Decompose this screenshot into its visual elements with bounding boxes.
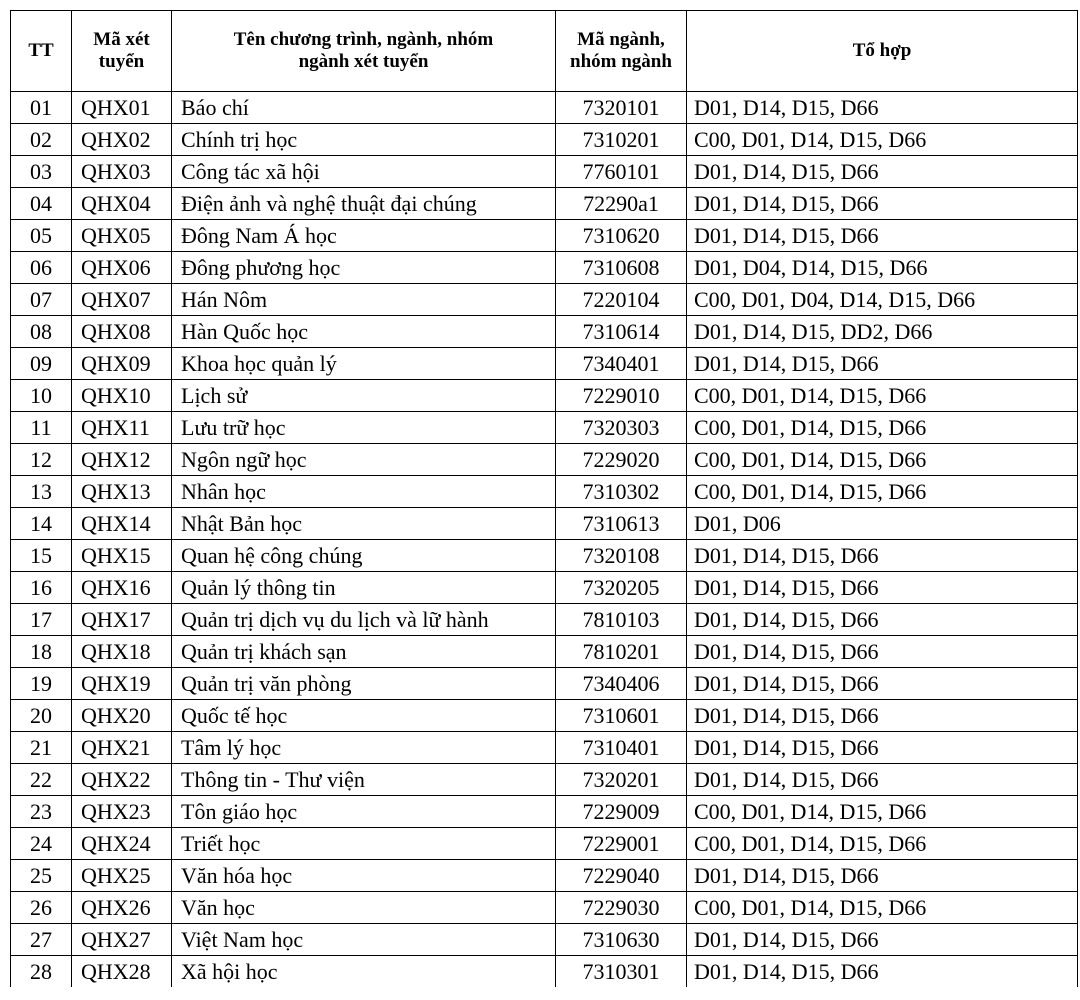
cell-tt: 26: [11, 892, 72, 924]
cell-tt: 15: [11, 540, 72, 572]
cell-subject-combination: D01, D14, D15, D66: [687, 348, 1078, 380]
cell-program-name: Đông phương học: [172, 252, 556, 284]
cell-subject-combination: D01, D14, D15, D66: [687, 188, 1078, 220]
cell-admission-code: QHX01: [72, 92, 172, 124]
cell-major-code: 7320303: [556, 412, 687, 444]
cell-program-name: Khoa học quản lý: [172, 348, 556, 380]
cell-major-code: 7810103: [556, 604, 687, 636]
header-name: Tên chương trình, ngành, nhóm ngành xét tuyển: [172, 11, 556, 92]
table-row: [11, 284, 1078, 316]
cell-program-name: Lịch sử: [172, 380, 556, 412]
cell-tt: 02: [11, 124, 72, 156]
cell-tt: 05: [11, 220, 72, 252]
cell-major-code: 72290a1: [556, 188, 687, 220]
cell-subject-combination: D01, D06: [687, 508, 1078, 540]
table-row: [11, 572, 1078, 604]
cell-major-code: 7310302: [556, 476, 687, 508]
cell-subject-combination: C00, D01, D14, D15, D66: [687, 412, 1078, 444]
cell-subject-combination: D01, D14, D15, D66: [687, 156, 1078, 188]
cell-subject-combination: D01, D14, D15, D66: [687, 700, 1078, 732]
cell-admission-code: QHX06: [72, 252, 172, 284]
cell-admission-code: QHX23: [72, 796, 172, 828]
cell-admission-code: QHX18: [72, 636, 172, 668]
cell-major-code: 7310601: [556, 700, 687, 732]
cell-program-name: Quản trị văn phòng: [172, 668, 556, 700]
cell-admission-code: QHX24: [72, 828, 172, 860]
cell-tt: 13: [11, 476, 72, 508]
cell-subject-combination: D01, D14, D15, D66: [687, 540, 1078, 572]
cell-program-name: Quan hệ công chúng: [172, 540, 556, 572]
cell-program-name: Công tác xã hội: [172, 156, 556, 188]
table-row: [11, 796, 1078, 828]
cell-major-code: 7220104: [556, 284, 687, 316]
cell-major-code: 7310401: [556, 732, 687, 764]
cell-tt: 27: [11, 924, 72, 956]
cell-subject-combination: D01, D14, D15, D66: [687, 860, 1078, 892]
cell-major-code: 7229001: [556, 828, 687, 860]
cell-program-name: Chính trị học: [172, 124, 556, 156]
cell-admission-code: QHX11: [72, 412, 172, 444]
cell-program-name: Tâm lý học: [172, 732, 556, 764]
cell-major-code: 7229040: [556, 860, 687, 892]
cell-program-name: Hán Nôm: [172, 284, 556, 316]
table-row: [11, 412, 1078, 444]
cell-program-name: Nhật Bản học: [172, 508, 556, 540]
cell-tt: 18: [11, 636, 72, 668]
header-major-code: Mã ngành, nhóm ngành: [556, 11, 687, 92]
cell-major-code: 7229030: [556, 892, 687, 924]
cell-tt: 20: [11, 700, 72, 732]
cell-program-name: Lưu trữ học: [172, 412, 556, 444]
cell-admission-code: QHX04: [72, 188, 172, 220]
cell-program-name: Quản lý thông tin: [172, 572, 556, 604]
cell-program-name: Xã hội học: [172, 956, 556, 988]
cell-admission-code: QHX22: [72, 764, 172, 796]
table-row: [11, 924, 1078, 956]
cell-tt: 16: [11, 572, 72, 604]
cell-major-code: 7229010: [556, 380, 687, 412]
cell-subject-combination: C00, D01, D04, D14, D15, D66: [687, 284, 1078, 316]
header-combo: Tổ hợp: [687, 11, 1078, 92]
cell-program-name: Ngôn ngữ học: [172, 444, 556, 476]
cell-program-name: Tôn giáo học: [172, 796, 556, 828]
cell-program-name: Việt Nam học: [172, 924, 556, 956]
header-tt: TT: [11, 11, 72, 92]
cell-major-code: 7810201: [556, 636, 687, 668]
cell-admission-code: QHX19: [72, 668, 172, 700]
cell-subject-combination: C00, D01, D14, D15, D66: [687, 380, 1078, 412]
cell-subject-combination: D01, D14, D15, D66: [687, 764, 1078, 796]
cell-admission-code: QHX09: [72, 348, 172, 380]
cell-subject-combination: D01, D14, D15, D66: [687, 220, 1078, 252]
cell-major-code: 7310201: [556, 124, 687, 156]
cell-subject-combination: D01, D14, D15, D66: [687, 924, 1078, 956]
cell-admission-code: QHX03: [72, 156, 172, 188]
cell-admission-code: QHX26: [72, 892, 172, 924]
cell-tt: 10: [11, 380, 72, 412]
cell-admission-code: QHX13: [72, 476, 172, 508]
cell-admission-code: QHX27: [72, 924, 172, 956]
table-body: [11, 92, 1078, 988]
cell-program-name: Điện ảnh và nghệ thuật đại chúng: [172, 188, 556, 220]
cell-subject-combination: C00, D01, D14, D15, D66: [687, 828, 1078, 860]
cell-subject-combination: C00, D01, D14, D15, D66: [687, 892, 1078, 924]
table-row: [11, 892, 1078, 924]
cell-subject-combination: D01, D14, D15, D66: [687, 604, 1078, 636]
table-row: [11, 380, 1078, 412]
cell-program-name: Hàn Quốc học: [172, 316, 556, 348]
cell-major-code: 7320201: [556, 764, 687, 796]
cell-program-name: Nhân học: [172, 476, 556, 508]
cell-tt: 24: [11, 828, 72, 860]
table-row: [11, 668, 1078, 700]
cell-tt: 28: [11, 956, 72, 988]
cell-tt: 04: [11, 188, 72, 220]
cell-admission-code: QHX10: [72, 380, 172, 412]
cell-admission-code: QHX15: [72, 540, 172, 572]
cell-program-name: Báo chí: [172, 92, 556, 124]
cell-tt: 21: [11, 732, 72, 764]
cell-admission-code: QHX17: [72, 604, 172, 636]
table-row: [11, 92, 1078, 124]
cell-major-code: 7229020: [556, 444, 687, 476]
cell-program-name: Quản trị dịch vụ du lịch và lữ hành: [172, 604, 556, 636]
cell-major-code: 7760101: [556, 156, 687, 188]
cell-subject-combination: D01, D14, D15, D66: [687, 636, 1078, 668]
cell-tt: 03: [11, 156, 72, 188]
table-row: [11, 700, 1078, 732]
table-row: [11, 732, 1078, 764]
cell-major-code: 7320108: [556, 540, 687, 572]
table-row: [11, 636, 1078, 668]
cell-tt: 08: [11, 316, 72, 348]
cell-program-name: Quản trị khách sạn: [172, 636, 556, 668]
cell-tt: 09: [11, 348, 72, 380]
cell-subject-combination: D01, D14, D15, D66: [687, 732, 1078, 764]
cell-subject-combination: D01, D04, D14, D15, D66: [687, 252, 1078, 284]
cell-admission-code: QHX16: [72, 572, 172, 604]
cell-tt: 01: [11, 92, 72, 124]
cell-tt: 06: [11, 252, 72, 284]
cell-program-name: Quốc tế học: [172, 700, 556, 732]
cell-program-name: Triết học: [172, 828, 556, 860]
cell-major-code: 7310630: [556, 924, 687, 956]
cell-admission-code: QHX28: [72, 956, 172, 988]
cell-major-code: 7340406: [556, 668, 687, 700]
cell-admission-code: QHX07: [72, 284, 172, 316]
cell-subject-combination: D01, D14, D15, D66: [687, 572, 1078, 604]
table-row: [11, 188, 1078, 220]
cell-subject-combination: C00, D01, D14, D15, D66: [687, 444, 1078, 476]
cell-admission-code: QHX02: [72, 124, 172, 156]
cell-major-code: 7340401: [556, 348, 687, 380]
cell-admission-code: QHX08: [72, 316, 172, 348]
table-row: [11, 540, 1078, 572]
table-row: [11, 956, 1078, 988]
cell-tt: 17: [11, 604, 72, 636]
cell-major-code: 7320205: [556, 572, 687, 604]
table-row: [11, 508, 1078, 540]
table-row: [11, 828, 1078, 860]
table-row: [11, 252, 1078, 284]
cell-admission-code: QHX21: [72, 732, 172, 764]
cell-major-code: 7229009: [556, 796, 687, 828]
cell-subject-combination: D01, D14, D15, D66: [687, 668, 1078, 700]
cell-subject-combination: C00, D01, D14, D15, D66: [687, 124, 1078, 156]
cell-tt: 14: [11, 508, 72, 540]
cell-major-code: 7310614: [556, 316, 687, 348]
table-row: [11, 220, 1078, 252]
table-row: [11, 316, 1078, 348]
cell-tt: 11: [11, 412, 72, 444]
cell-tt: 23: [11, 796, 72, 828]
cell-program-name: Đông Nam Á học: [172, 220, 556, 252]
table-row: [11, 444, 1078, 476]
cell-major-code: 7310301: [556, 956, 687, 988]
page-bottom-edge: [0, 987, 1080, 1000]
cell-tt: 22: [11, 764, 72, 796]
table-row: [11, 124, 1078, 156]
cell-admission-code: QHX14: [72, 508, 172, 540]
cell-subject-combination: D01, D14, D15, D66: [687, 92, 1078, 124]
table-row: [11, 348, 1078, 380]
cell-tt: 07: [11, 284, 72, 316]
cell-subject-combination: D01, D14, D15, D66: [687, 956, 1078, 988]
header-code: Mã xét tuyển: [72, 11, 172, 92]
cell-major-code: 7320101: [556, 92, 687, 124]
table-row: [11, 476, 1078, 508]
cell-subject-combination: C00, D01, D14, D15, D66: [687, 476, 1078, 508]
cell-tt: 12: [11, 444, 72, 476]
table-row: [11, 156, 1078, 188]
cell-admission-code: QHX25: [72, 860, 172, 892]
cell-subject-combination: D01, D14, D15, DD2, D66: [687, 316, 1078, 348]
cell-program-name: Thông tin - Thư viện: [172, 764, 556, 796]
admission-table: [10, 10, 1078, 988]
cell-tt: 19: [11, 668, 72, 700]
cell-program-name: Văn học: [172, 892, 556, 924]
cell-major-code: 7310613: [556, 508, 687, 540]
cell-admission-code: QHX05: [72, 220, 172, 252]
cell-admission-code: QHX20: [72, 700, 172, 732]
cell-tt: 25: [11, 860, 72, 892]
cell-major-code: 7310608: [556, 252, 687, 284]
cell-subject-combination: C00, D01, D14, D15, D66: [687, 796, 1078, 828]
cell-admission-code: QHX12: [72, 444, 172, 476]
header-row: [11, 11, 1078, 92]
table-row: [11, 604, 1078, 636]
table-row: [11, 764, 1078, 796]
cell-program-name: Văn hóa học: [172, 860, 556, 892]
table-row: [11, 860, 1078, 892]
cell-major-code: 7310620: [556, 220, 687, 252]
